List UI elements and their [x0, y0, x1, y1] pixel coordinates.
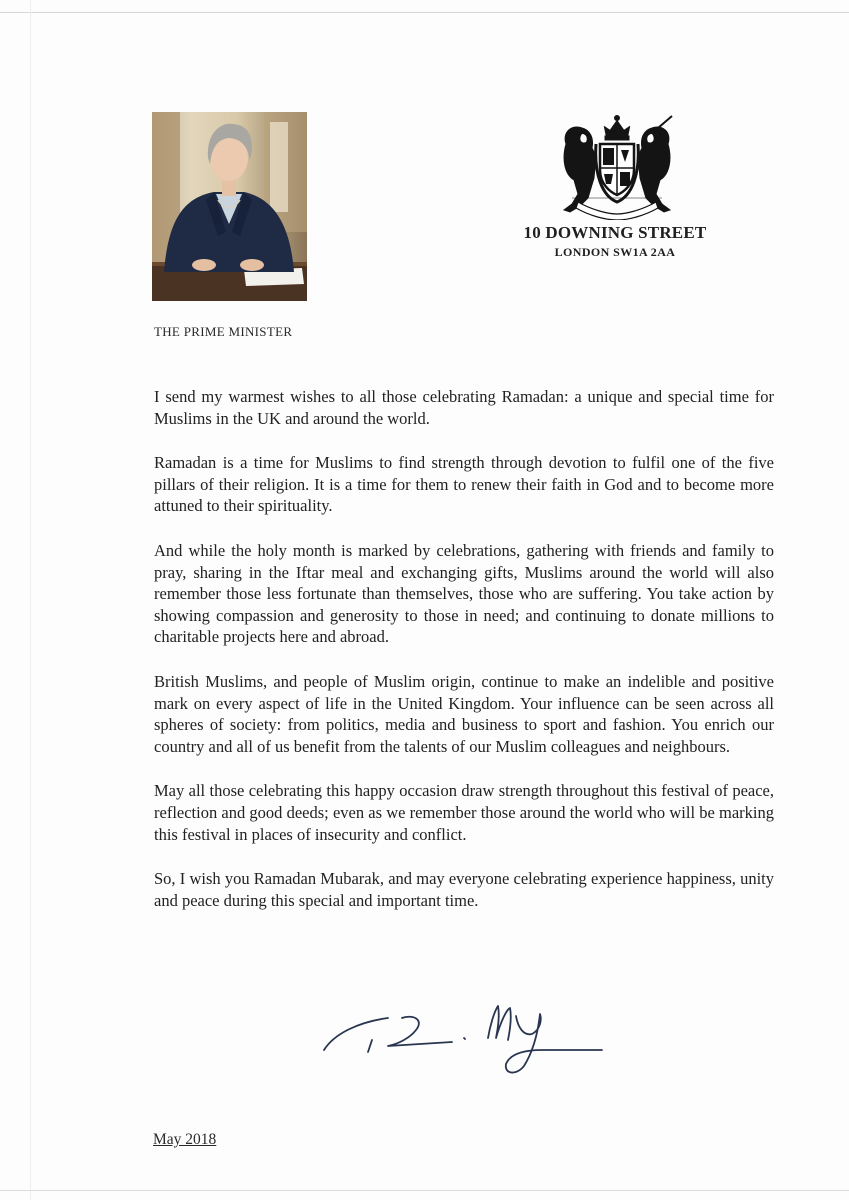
- paragraph-1: I send my warmest wishes to all those celebrating Ramadan: a unique and special time for Muslims in the UK and around the world.: [154, 387, 774, 428]
- paragraph-4: British Muslims, and people of Muslim origin, continue to make an indelible and positive mark on every aspect of life in the United Kingdom. Your influence can be seen across all spheres of society: from politics, media and business to sport and fashion. You enrich our country and all of us benefit from the talents of our Muslim colleagues and neighbours.: [154, 671, 774, 756]
- page-edge-left: [30, 0, 31, 1200]
- handwritten-signature-icon: [318, 1002, 608, 1080]
- address-line-street: 10 DOWNING STREET: [523, 223, 707, 242]
- sender-title: THE PRIME MINISTER: [154, 324, 293, 339]
- royal-coat-of-arms-icon: [558, 114, 676, 220]
- paragraph-2: Ramadan is a time for Muslims to find strength through devotion to fulfil one of the five pillars of their religion. It is a time for them to renew their faith in God and to become more attuned to their spirituality.: [154, 453, 774, 516]
- letter-body: [154, 386, 774, 934]
- portrait-photo: [152, 112, 307, 301]
- letter-date: May 2018: [153, 1131, 217, 1148]
- page-edge-top: [0, 12, 849, 13]
- paragraph-5: May all those celebrating this happy occasion draw strength throughout this festival of peace, reflection and good deeds; even as we remember those around the world who will be marking this festival in places of insecurity and conflict.: [154, 781, 774, 844]
- coat-of-arms: [558, 114, 676, 220]
- paragraph-3: And while the holy month is marked by celebrations, gathering with friends and family to pray, sharing in the Iftar meal and exchanging gifts, Muslims around the world will also remember those less fortunate than themselves, those who are suffering. You take action by showing compassion and generosity to those in need; and continuing to donate millions to charitable projects here and abroad.: [154, 540, 774, 647]
- address-line-city: LONDON SW1A 2AA: [554, 245, 676, 259]
- signature: [318, 1002, 608, 1080]
- page-edge-bottom: [0, 1190, 849, 1191]
- portrait-icon: [152, 112, 307, 301]
- paragraph-6: So, I wish you Ramadan Mubarak, and may everyone celebrating experience happiness, unity and peace during this special and important time.: [154, 869, 774, 910]
